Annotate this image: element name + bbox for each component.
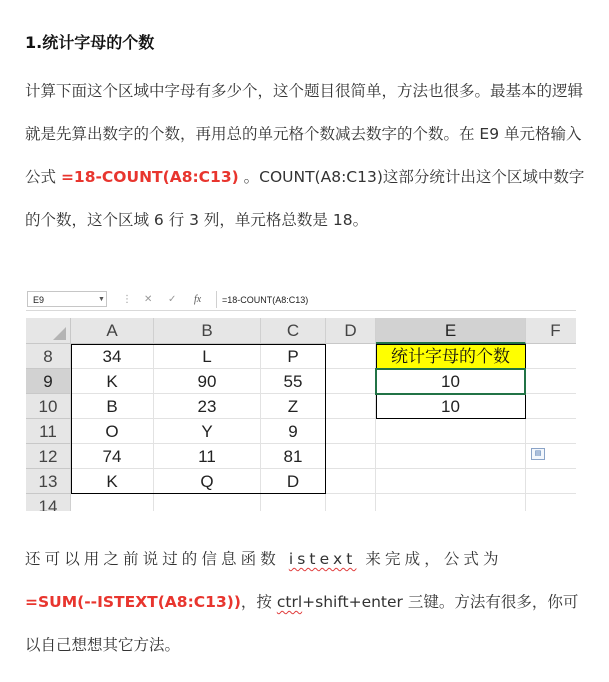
- cell-e13[interactable]: [376, 469, 526, 494]
- closing-text-2: 来完成，公式为: [356, 550, 503, 568]
- dropdown-arrow-icon[interactable]: ▼: [98, 296, 105, 303]
- cell-a9[interactable]: K: [71, 369, 154, 394]
- cell-d12[interactable]: [326, 444, 376, 469]
- intro-paragraph: [25, 70, 585, 242]
- closing-formula: =SUM(--ISTEXT(A8:C13)): [25, 593, 241, 611]
- cell-f14[interactable]: [526, 494, 576, 511]
- cell-e8[interactable]: 统计字母的个数: [376, 344, 526, 369]
- column-header-e[interactable]: E: [376, 318, 526, 344]
- cell-f8[interactable]: [526, 344, 576, 369]
- intro-text-2: 。COUNT(A8:C13)这部分统计出这个区域中数字的个数，这个区域 6 行 3 列，单元格总数是 18。: [25, 168, 585, 229]
- closing-text-4: +shift+enter 三键。方法有很多，你可以自己想想其它方法。: [25, 593, 579, 654]
- column-header-c[interactable]: C: [261, 318, 326, 344]
- cell-b12[interactable]: 11: [154, 444, 261, 469]
- confirm-icon[interactable]: ✓: [168, 294, 177, 305]
- column-header-a[interactable]: A: [71, 318, 154, 344]
- column-header-b[interactable]: B: [154, 318, 261, 344]
- formula-text[interactable]: =18-COUNT(A8:C13): [222, 295, 309, 305]
- row-header-10[interactable]: 10: [26, 394, 71, 419]
- cell-d8[interactable]: [326, 344, 376, 369]
- select-all-corner[interactable]: [26, 318, 71, 344]
- cell-d14[interactable]: [326, 494, 376, 511]
- row-header-14[interactable]: 14: [26, 494, 71, 511]
- cell-f10[interactable]: [526, 394, 576, 419]
- cell-a8[interactable]: 34: [71, 344, 154, 369]
- formula-bar: [26, 289, 576, 311]
- cell-b10[interactable]: 23: [154, 394, 261, 419]
- name-box[interactable]: E9: [27, 291, 107, 307]
- row-header-8[interactable]: 8: [26, 344, 71, 369]
- formula-bar-divider: [216, 291, 217, 308]
- select-all-triangle-icon: [53, 327, 66, 340]
- ctrl-word: ctrl: [276, 593, 303, 611]
- spreadsheet-screenshot: [26, 289, 576, 511]
- cell-a10[interactable]: B: [71, 394, 154, 419]
- cell-c13[interactable]: D: [261, 469, 326, 494]
- closing-text-1: 还可以用之前说过的信息函数: [25, 550, 289, 568]
- cell-b9[interactable]: 90: [154, 369, 261, 394]
- closing-text-3: ，按: [240, 593, 277, 611]
- cell-e11[interactable]: [376, 419, 526, 444]
- column-header-d[interactable]: D: [326, 318, 376, 344]
- column-header-f[interactable]: F: [526, 318, 576, 344]
- cell-b13[interactable]: Q: [154, 469, 261, 494]
- intro-text-1: 计算下面这个区域中字母有多少个，这个题目很简单，方法也很多。最基本的逻辑就是先算出数字的个数，再用总的单元格个数减去数字的个数。在 E9 单元格输入公式: [25, 82, 584, 186]
- cell-b11[interactable]: Y: [154, 419, 261, 444]
- cell-c12[interactable]: 81: [261, 444, 326, 469]
- cell-f9[interactable]: [526, 369, 576, 394]
- closing-paragraph: [25, 538, 585, 667]
- fx-icon[interactable]: fx: [194, 294, 202, 305]
- cell-a14[interactable]: [71, 494, 154, 511]
- cell-a11[interactable]: O: [71, 419, 154, 444]
- cancel-icon[interactable]: ✕: [144, 294, 153, 305]
- row-header-9[interactable]: 9: [26, 369, 71, 394]
- cell-d10[interactable]: [326, 394, 376, 419]
- cell-c14[interactable]: [261, 494, 326, 511]
- cell-a13[interactable]: K: [71, 469, 154, 494]
- cell-c10[interactable]: Z: [261, 394, 326, 419]
- cell-c8[interactable]: P: [261, 344, 326, 369]
- cell-b8[interactable]: L: [154, 344, 261, 369]
- cell-d13[interactable]: [326, 469, 376, 494]
- cell-f11[interactable]: [526, 419, 576, 444]
- intro-formula: =18-COUNT(A8:C13): [60, 168, 239, 186]
- row-header-11[interactable]: 11: [26, 419, 71, 444]
- section-heading: 1.统计字母的个数: [25, 33, 155, 52]
- cell-d9[interactable]: [326, 369, 376, 394]
- cell-e9[interactable]: 10: [376, 369, 526, 394]
- cell-c11[interactable]: 9: [261, 419, 326, 444]
- grip-icon: ⋮: [122, 294, 132, 305]
- row-header-12[interactable]: 12: [26, 444, 71, 469]
- istext-word: istext: [288, 550, 357, 568]
- row-header-13[interactable]: 13: [26, 469, 71, 494]
- cell-e14[interactable]: [376, 494, 526, 511]
- cell-b14[interactable]: [154, 494, 261, 511]
- quick-analysis-icon[interactable]: ▤: [531, 448, 545, 460]
- cell-e10[interactable]: 10: [376, 394, 526, 419]
- cell-e12[interactable]: [376, 444, 526, 469]
- cell-d11[interactable]: [326, 419, 376, 444]
- cell-a12[interactable]: 74: [71, 444, 154, 469]
- cell-f13[interactable]: [526, 469, 576, 494]
- cell-c9[interactable]: 55: [261, 369, 326, 394]
